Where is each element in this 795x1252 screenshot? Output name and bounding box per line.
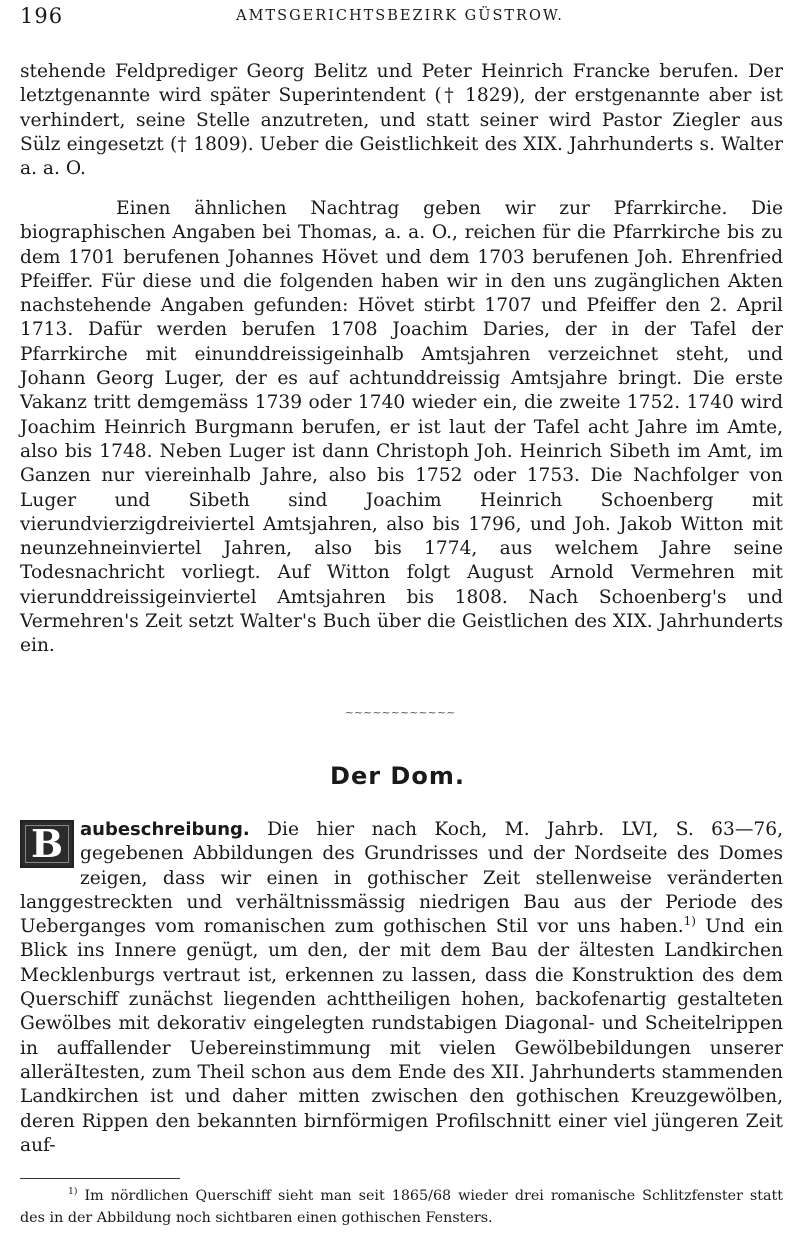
running-head: AMTSGERICHTSBEZIRK GÜSTROW.: [236, 8, 564, 24]
page-header: [20, 4, 780, 32]
footnote-text: Im nördlichen Querschiff sieht man seit 1865/68 wieder drei romanische Schlitzfenster statt des in der Abbildung noch sichtbaren einen gothischen Fensters.: [20, 1188, 783, 1226]
paragraph-pfarrkirche: [20, 197, 783, 659]
paragraph-3-text: Die hier nach Koch, M. Jahrb. LVI, S. 63—76, gegebenen Abbildungen des Grundrisses und der Nordseite des Domes zeigen, dass wir einen in gothischer Zeit stellenweise veränderten langgestreckten und verhältnissmässig niedrigen Bau aus der Periode des Ueberganges vom romanischen zum gothischen Stil vor uns haben.: [20, 819, 783, 938]
footnote-reference[interactable]: 1): [683, 914, 697, 928]
paragraph-3: [20, 818, 783, 1158]
page-number: 196: [20, 4, 64, 28]
footnote: [20, 1185, 783, 1229]
paragraph-3-text-continued: Und ein Blick ins Innere genügt, um den, der mit dem Bau der ältesten Landkirchen Mecklenburgs vertraut ist, erkennen zu lassen, dass die Konstruktion des dem Querschiff zunächst liegenden achttheiligen hohen, backofenartig gestalteten Gewölbes mit dekorativ eingelegten rundstabigen Diagonal- und Scheitelrippen in auffallender Uebereinstimmung mit vielen Gewölbebildungen unserer alleräItesten, zum Theil schon aus dem Ende des XII. Jahrhunderts stammenden Landkirchen ist und daher mitten zwischen den gothischen Kreuzgewölben, deren Rippen den bekannten birnförmigen Profilschnitt einer viel jüngeren Zeit auf-: [20, 916, 783, 1156]
footnote-marker: 1): [68, 1186, 78, 1198]
paragraph-2: Einen ähnlichen Nachtrag geben wir zur Pfarrkirche. Die biographischen Angaben bei Thomas, a. a. O., reichen für die Pfarrkirche bis zu dem 1701 berufenen Johannes Hövet und dem 1703 berufenen Joh. Ehrenfried Pfeiffer. Für diese und die folgenden haben wir in den uns zugänglichen Akten nachstehende Angaben gefunden: Hövet stirbt 1707 und Pfeiffer den 2. April 1713. Dafür werden berufen 1708 Joachim Daries, der in der Tafel der Pfarrkirche mit einunddreissigeinhalb Amtsjahren verzeichnet steht, und Johann Georg Luger, der es auf achtunddreissig Amtsjahre bringt. Die erste Vakanz tritt demgemäss 1739 oder 1740 wieder ein, die zweite 1752. 1740 wird Joachim Heinrich Burgmann berufen, er ist laut der Tafel acht Jahre im Amte, also bis 1748. Neben Luger ist dann Christoph Joh. Heinrich Sibeth im Amt, im Ganzen nur viereinhalb Jahre, also bis 1752 oder 1753. Die Nachfolger von Luger und Sibeth sind Joachim Heinrich Schoenberg mit vierundvierzigdreiviertel Amtsjahren, also bis 1796, und Joh. Jakob Witton mit neunzehneinviertel Jahren, also bis 1774, aus welchem Jahre seine Todesnachricht vorliegt. Auf Witton folgt August Arnold Vermehren mit vierunddreissigeinviertel Amtsjahren bis 1808. Nach Schoenberg's und Vermehren's Zeit setzt Walter's Buch über die Geistlichen des XIX. Jahrhunderts ein.: [20, 198, 783, 657]
section-title: Der Dom.: [330, 762, 465, 790]
drop-cap-initial: B: [20, 820, 74, 868]
paragraph-continuation: [20, 60, 783, 181]
run-in-heading: aubeschreibung.: [80, 819, 250, 840]
paragraph-baubeschreibung: [20, 818, 783, 1158]
footnote-rule: [20, 1178, 180, 1179]
section-ornament: ~~~~~~~~~~~~: [344, 706, 456, 719]
paragraph-1: stehende Feldprediger Georg Belitz und Peter Heinrich Francke berufen. Der letztgenannte wird später Superintendent († 1829), der erstgenannte aber ist verhindert, seine Stelle anzutreten, und statt seiner wird Pastor Ziegler aus Sülz eingesetzt († 1809). Ueber die Geistlichkeit des XIX. Jahrhunderts s. Walter a. a. O.: [20, 61, 783, 180]
